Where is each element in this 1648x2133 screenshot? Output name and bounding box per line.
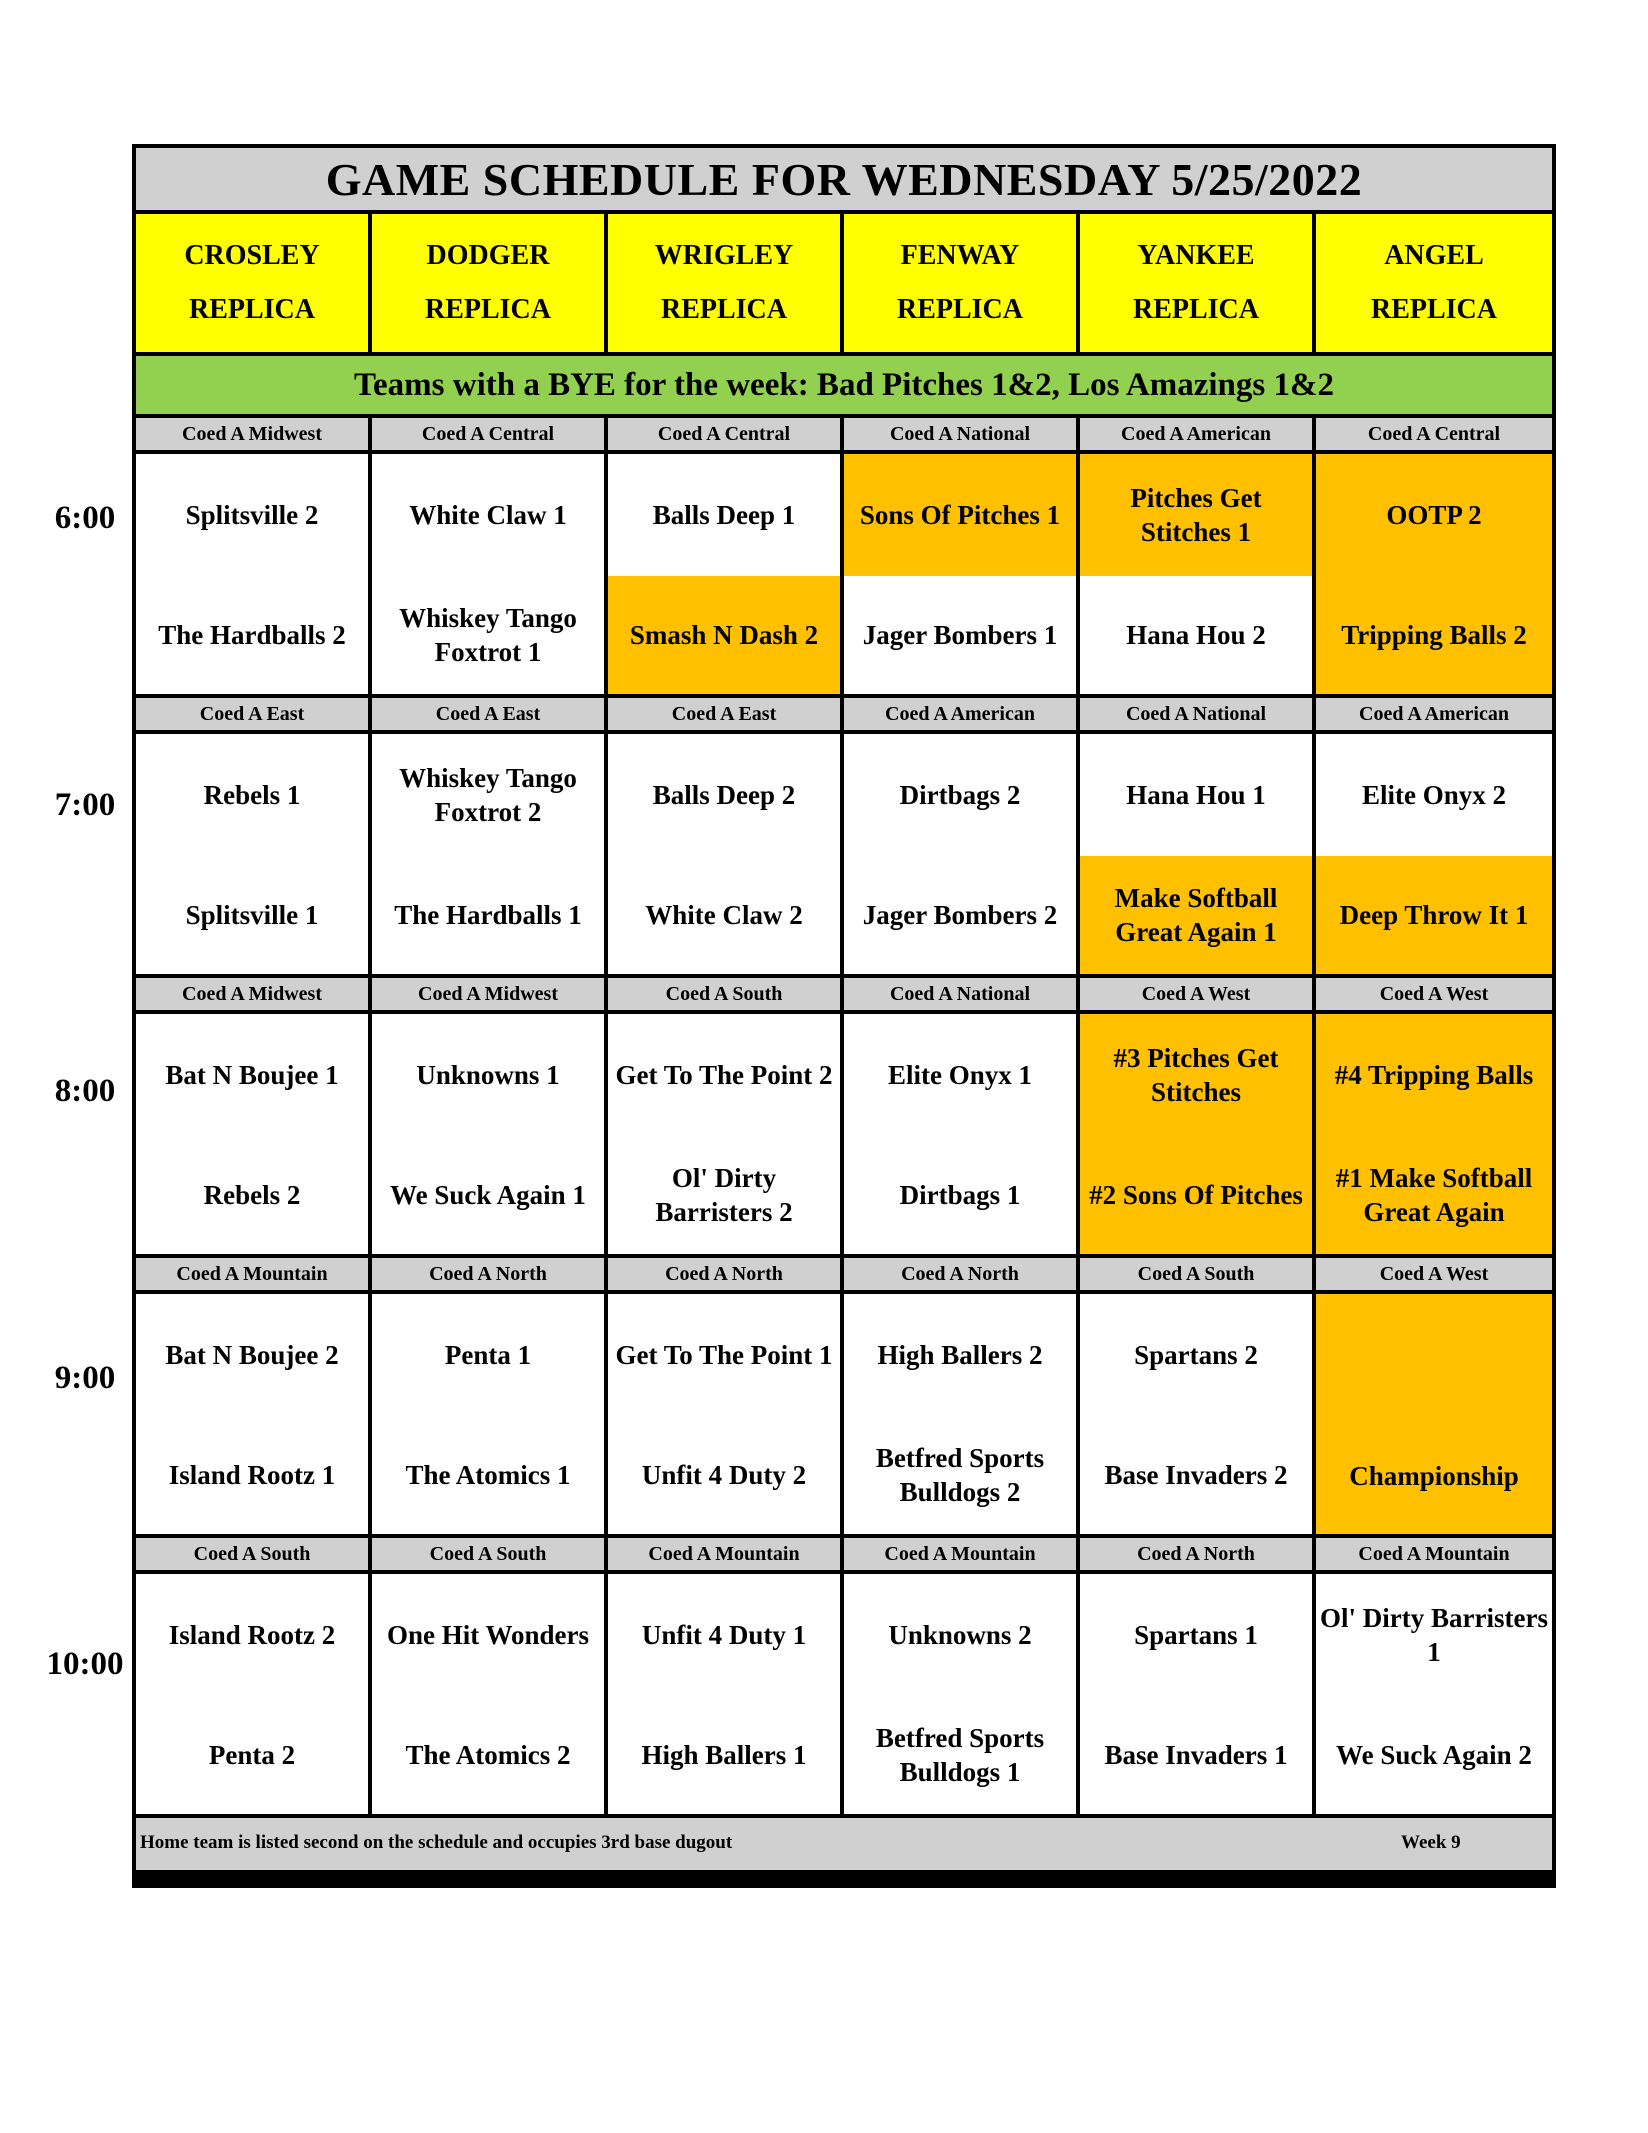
away-team-cell: Unfit 4 Duty 1 [608, 1574, 844, 1696]
time-label: 9:00 [54, 1360, 116, 1396]
home-team-cell: Unfit 4 Duty 2 [608, 1416, 844, 1538]
away-team-cell: Dirtbags 2 [844, 734, 1080, 856]
away-team-cell: Get To The Point 2 [608, 1014, 844, 1136]
home-team-cell: Hana Hou 2 [1080, 576, 1316, 698]
division-label: Coed A East [608, 698, 844, 734]
away-team-cell: Hana Hou 1 [1080, 734, 1316, 856]
division-label: Coed A Mountain [608, 1538, 844, 1574]
home-team-cell: We Suck Again 2 [1316, 1696, 1552, 1818]
away-team-cell: Balls Deep 1 [608, 454, 844, 576]
home-team-cell: Dirtbags 1 [844, 1136, 1080, 1258]
home-team-cell: The Hardballs 2 [136, 576, 372, 698]
home-team-cell: Deep Throw It 1 [1316, 856, 1552, 978]
away-team-cell: Unknowns 2 [844, 1574, 1080, 1696]
away-team-cell: Elite Onyx 1 [844, 1014, 1080, 1136]
field-wrigley: WRIGLEY REPLICA [608, 214, 844, 356]
home-team-cell: #1 Make Softball Great Again [1316, 1136, 1552, 1258]
home-team-cell: The Atomics 1 [372, 1416, 608, 1538]
home-team-cell: Smash N Dash 2 [608, 576, 844, 698]
home-team-cell: Jager Bombers 2 [844, 856, 1080, 978]
championship-cell: Championship [1316, 1294, 1552, 1538]
time-label: 7:00 [54, 787, 116, 823]
division-label: Coed A Mountain [844, 1538, 1080, 1574]
home-team-cell: Whiskey Tango Foxtrot 1 [372, 576, 608, 698]
division-label: Coed A South [1080, 1258, 1316, 1294]
division-label: Coed A North [1080, 1538, 1316, 1574]
away-team-cell: Pitches Get Stitches 1 [1080, 454, 1316, 576]
field-dodger: DODGER REPLICA [372, 214, 608, 356]
division-label: Coed A West [1316, 978, 1552, 1014]
time-label: 6:00 [54, 500, 116, 536]
home-team-cell: Island Rootz 1 [136, 1416, 372, 1538]
away-team-cell: Island Rootz 2 [136, 1574, 372, 1696]
field-angel: ANGEL REPLICA [1316, 214, 1552, 356]
home-team-cell: Base Invaders 1 [1080, 1696, 1316, 1818]
away-team-cell: White Claw 1 [372, 454, 608, 576]
division-label: Coed A West [1080, 978, 1316, 1014]
division-label: Coed A North [608, 1258, 844, 1294]
home-team-cell: We Suck Again 1 [372, 1136, 608, 1258]
division-label: Coed A Central [1316, 418, 1552, 454]
division-label: Coed A East [136, 698, 372, 734]
division-label: Coed A North [372, 1258, 608, 1294]
division-label: Coed A Mountain [136, 1258, 372, 1294]
away-team-cell: #3 Pitches Get Stitches [1080, 1014, 1316, 1136]
division-label: Coed A American [844, 698, 1080, 734]
home-team-cell: Splitsville 1 [136, 856, 372, 978]
time-label: 10:00 [46, 1646, 124, 1682]
week-label: Week 9 [1401, 1832, 1461, 1853]
home-team-cell: The Atomics 2 [372, 1696, 608, 1818]
home-team-cell: Base Invaders 2 [1080, 1416, 1316, 1538]
home-team-cell: Tripping Balls 2 [1316, 576, 1552, 698]
away-team-cell: Bat N Boujee 2 [136, 1294, 372, 1416]
field-fenway: FENWAY REPLICA [844, 214, 1080, 356]
away-team-cell: Sons Of Pitches 1 [844, 454, 1080, 576]
division-label: Coed A North [844, 1258, 1080, 1294]
home-team-cell: Betfred Sports Bulldogs 2 [844, 1416, 1080, 1538]
division-label: Coed A South [608, 978, 844, 1014]
away-team-cell: Splitsville 2 [136, 454, 372, 576]
away-team-cell: OOTP 2 [1316, 454, 1552, 576]
division-label: Coed A American [1080, 418, 1316, 454]
home-team-cell: #2 Sons Of Pitches [1080, 1136, 1316, 1258]
away-team-cell: #4 Tripping Balls [1316, 1014, 1552, 1136]
home-team-cell: Ol' Dirty Barristers 2 [608, 1136, 844, 1258]
division-label: Coed A American [1316, 698, 1552, 734]
footer [136, 1818, 1552, 1870]
division-label: Coed A Midwest [136, 978, 372, 1014]
division-label: Coed A Mountain [1316, 1538, 1552, 1574]
time-label: 8:00 [54, 1073, 116, 1109]
division-label: Coed A South [372, 1538, 608, 1574]
schedule-table [132, 144, 1556, 1888]
division-label: Coed A West [1316, 1258, 1552, 1294]
home-team-cell: White Claw 2 [608, 856, 844, 978]
away-team-cell: Balls Deep 2 [608, 734, 844, 856]
bye-banner: Teams with a BYE for the week: Bad Pitches 1&2, Los Amazings 1&2 [136, 356, 1552, 418]
page-title: GAME SCHEDULE FOR WEDNESDAY 5/25/2022 [136, 148, 1552, 214]
division-label: Coed A National [1080, 698, 1316, 734]
away-team-cell: High Ballers 2 [844, 1294, 1080, 1416]
away-team-cell: Whiskey Tango Foxtrot 2 [372, 734, 608, 856]
away-team-cell: Ol' Dirty Barristers 1 [1316, 1574, 1552, 1696]
home-team-cell: The Hardballs 1 [372, 856, 608, 978]
away-team-cell: Unknowns 1 [372, 1014, 608, 1136]
division-label: Coed A East [372, 698, 608, 734]
field-yankee: YANKEE REPLICA [1080, 214, 1316, 356]
footer-note: Home team is listed second on the schedule and occupies 3rd base dugout [140, 1832, 733, 1853]
home-team-cell: Make Softball Great Again 1 [1080, 856, 1316, 978]
division-label: Coed A Central [608, 418, 844, 454]
away-team-cell: Spartans 1 [1080, 1574, 1316, 1696]
home-team-cell: Betfred Sports Bulldogs 1 [844, 1696, 1080, 1818]
division-label: Coed A South [136, 1538, 372, 1574]
division-label: Coed A National [844, 418, 1080, 454]
away-team-cell: Bat N Boujee 1 [136, 1014, 372, 1136]
away-team-cell: Elite Onyx 2 [1316, 734, 1552, 856]
home-team-cell: Rebels 2 [136, 1136, 372, 1258]
field-crosley: CROSLEY REPLICA [136, 214, 372, 356]
away-team-cell: Get To The Point 1 [608, 1294, 844, 1416]
away-team-cell: One Hit Wonders [372, 1574, 608, 1696]
home-team-cell: Jager Bombers 1 [844, 576, 1080, 698]
division-label: Coed A Midwest [372, 978, 608, 1014]
division-label: Coed A National [844, 978, 1080, 1014]
home-team-cell: Penta 2 [136, 1696, 372, 1818]
home-team-cell: High Ballers 1 [608, 1696, 844, 1818]
away-team-cell: Penta 1 [372, 1294, 608, 1416]
away-team-cell: Spartans 2 [1080, 1294, 1316, 1416]
away-team-cell: Rebels 1 [136, 734, 372, 856]
division-label: Coed A Central [372, 418, 608, 454]
division-label: Coed A Midwest [136, 418, 372, 454]
